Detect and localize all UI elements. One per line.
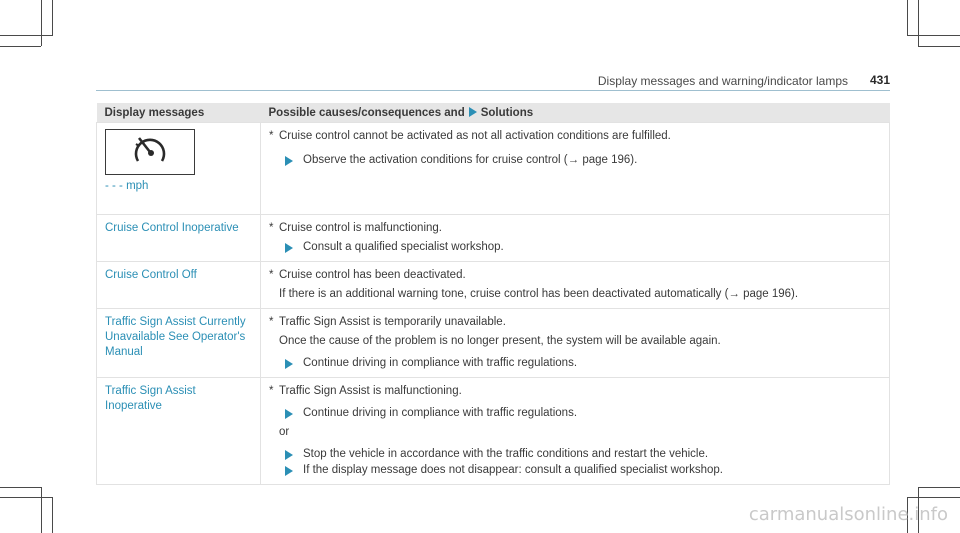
cause-text: * Cruise control cannot be activated as not all activation conditions are fulfilled.: [269, 129, 881, 144]
arrow-icon: [285, 243, 293, 253]
crop-mark: [918, 487, 960, 488]
crop-mark: [41, 487, 42, 533]
action-item: [269, 240, 881, 255]
table-row: [97, 215, 890, 262]
action-text: Continue driving in compliance with traffic regulations.: [303, 357, 578, 369]
action-item: [269, 463, 881, 478]
causes-cell: [261, 262, 890, 309]
table-header-row: [97, 103, 890, 123]
arrow-icon: [285, 359, 293, 369]
message-cell: Cruise Control Inoperative: [97, 215, 261, 262]
action-text: If the display message does not disappear: consult a qualified specialist workshop.: [303, 464, 723, 476]
action-item: [269, 153, 881, 168]
col-header-causes: [261, 103, 890, 123]
causes-cell: [261, 309, 890, 378]
cause-text: * Traffic Sign Assist is malfunctioning.: [269, 384, 881, 399]
action-text: Observe the activation conditions for cruise control (→ page 196).: [303, 154, 638, 166]
note-text: Once the cause of the problem is no longer present, the system will be available again.: [279, 335, 721, 347]
table-row: [97, 123, 890, 215]
crop-mark: [907, 497, 960, 498]
action-item: [269, 356, 881, 371]
col-header-solutions-label: Solutions: [480, 106, 534, 119]
col-header-messages: Display messages: [97, 103, 261, 123]
speedometer-icon: [105, 129, 195, 175]
header-rule: [96, 90, 890, 91]
crop-mark: [0, 497, 52, 498]
message-cell: Cruise Control Off: [97, 262, 261, 309]
action-item: [269, 447, 881, 462]
messages-table: [96, 103, 890, 485]
cause-text: * Traffic Sign Assist is temporarily unavailable.: [269, 315, 881, 330]
causes-cell: [261, 215, 890, 262]
arrow-icon: [285, 156, 293, 166]
arrow-icon: [469, 107, 477, 117]
cause-text: * Cruise control is malfunctioning.: [269, 221, 881, 236]
cause-text: * Cruise control has been deactivated.: [269, 268, 881, 283]
header-title: Display messages and warning/indicator lamps: [597, 74, 848, 88]
message-cell: [97, 123, 261, 215]
page-header: [0, 0, 960, 100]
watermark: carmanualsonline.info: [748, 504, 948, 525]
arrow-icon: [285, 450, 293, 460]
table-row: [97, 262, 890, 309]
table-row: [97, 309, 890, 378]
arrow-icon: [285, 466, 293, 476]
speed-unit: - - - mph: [105, 180, 149, 192]
action-text: Stop the vehicle in accordance with the traffic conditions and restart the vehicle.: [303, 448, 709, 460]
action-text: Continue driving in compliance with traffic regulations.: [303, 407, 578, 419]
action-text: Consult a qualified specialist workshop.: [303, 241, 504, 253]
message-cell: Traffic Sign Assist Currently Unavailable See Operator's Manual: [97, 309, 261, 378]
crop-mark: [52, 497, 53, 533]
causes-cell: [261, 123, 890, 215]
causes-cell: [261, 378, 890, 485]
note-text: If there is an additional warning tone, cruise control has been deactivated automatically (→ page 196).: [279, 288, 799, 300]
page-number: 431: [869, 73, 890, 87]
table-row: [97, 378, 890, 485]
action-item: [269, 406, 881, 421]
message-cell: Traffic Sign Assist Inoperative: [97, 378, 261, 485]
col-header-causes-label: Possible causes/consequences and: [268, 106, 465, 119]
separator-text: or: [279, 426, 290, 438]
arrow-icon: [285, 409, 293, 419]
crop-mark: [0, 487, 41, 488]
